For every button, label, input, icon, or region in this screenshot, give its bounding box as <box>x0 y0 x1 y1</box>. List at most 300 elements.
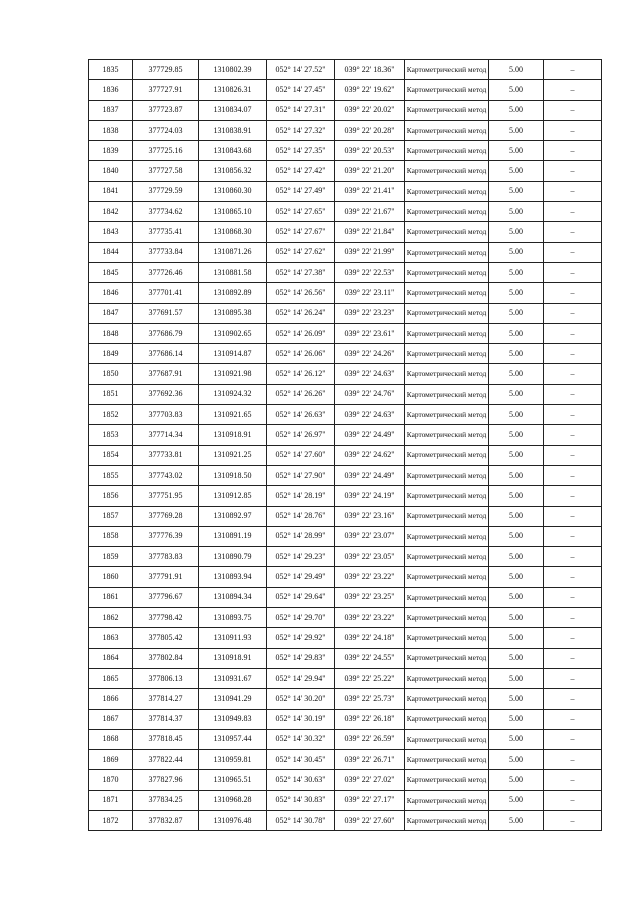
point-number-cell: 1865 <box>89 668 133 688</box>
latitude-cell: 052° 14' 30.20" <box>267 689 335 709</box>
y-coordinate-cell: 1310826.31 <box>199 80 267 100</box>
table-row <box>89 810 602 830</box>
method-cell: Картометрический метод <box>405 222 489 242</box>
longitude-cell: 039° 22' 23.05" <box>335 547 405 567</box>
longitude-cell: 039° 22' 20.53" <box>335 141 405 161</box>
point-number-cell: 1856 <box>89 486 133 506</box>
longitude-cell: 039° 22' 26.18" <box>335 709 405 729</box>
y-coordinate-cell: 1310802.39 <box>199 60 267 80</box>
x-coordinate-cell: 377796.67 <box>133 587 199 607</box>
latitude-cell: 052° 14' 27.49" <box>267 181 335 201</box>
latitude-cell: 052° 14' 27.45" <box>267 80 335 100</box>
point-number-cell: 1848 <box>89 323 133 343</box>
y-coordinate-cell: 1310921.25 <box>199 445 267 465</box>
latitude-cell: 052° 14' 27.60" <box>267 445 335 465</box>
latitude-cell: 052° 14' 27.62" <box>267 242 335 262</box>
point-number-cell: 1836 <box>89 80 133 100</box>
longitude-cell: 039° 22' 27.17" <box>335 790 405 810</box>
latitude-cell: 052° 14' 30.19" <box>267 709 335 729</box>
longitude-cell: 039° 22' 20.28" <box>335 120 405 140</box>
method-cell: Картометрический метод <box>405 445 489 465</box>
accuracy-cell: 5.00 <box>489 547 544 567</box>
table-row <box>89 181 602 201</box>
latitude-cell: 052° 14' 28.19" <box>267 486 335 506</box>
accuracy-cell: 5.00 <box>489 60 544 80</box>
y-coordinate-cell: 1310949.83 <box>199 709 267 729</box>
note-cell: – <box>544 425 602 445</box>
accuracy-cell: 5.00 <box>489 100 544 120</box>
longitude-cell: 039° 22' 21.67" <box>335 202 405 222</box>
point-number-cell: 1871 <box>89 790 133 810</box>
table-row <box>89 790 602 810</box>
y-coordinate-cell: 1310892.89 <box>199 283 267 303</box>
method-cell: Картометрический метод <box>405 709 489 729</box>
longitude-cell: 039° 22' 22.53" <box>335 262 405 282</box>
point-number-cell: 1868 <box>89 729 133 749</box>
latitude-cell: 052° 14' 30.45" <box>267 750 335 770</box>
point-number-cell: 1843 <box>89 222 133 242</box>
note-cell: – <box>544 161 602 181</box>
method-cell: Картометрический метод <box>405 262 489 282</box>
note-cell: – <box>544 547 602 567</box>
latitude-cell: 052° 14' 27.65" <box>267 202 335 222</box>
table-row <box>89 283 602 303</box>
coordinates-table <box>88 59 602 831</box>
accuracy-cell: 5.00 <box>489 344 544 364</box>
x-coordinate-cell: 377776.39 <box>133 526 199 546</box>
note-cell: – <box>544 262 602 282</box>
method-cell: Картометрический метод <box>405 344 489 364</box>
point-number-cell: 1840 <box>89 161 133 181</box>
y-coordinate-cell: 1310834.07 <box>199 100 267 120</box>
y-coordinate-cell: 1310914.87 <box>199 344 267 364</box>
table-row <box>89 425 602 445</box>
latitude-cell: 052° 14' 27.35" <box>267 141 335 161</box>
x-coordinate-cell: 377691.57 <box>133 303 199 323</box>
table-row <box>89 141 602 161</box>
note-cell: – <box>544 283 602 303</box>
longitude-cell: 039° 22' 20.02" <box>335 100 405 120</box>
method-cell: Картометрический метод <box>405 181 489 201</box>
point-number-cell: 1852 <box>89 405 133 425</box>
table-row <box>89 242 602 262</box>
accuracy-cell: 5.00 <box>489 222 544 242</box>
longitude-cell: 039° 22' 24.55" <box>335 648 405 668</box>
y-coordinate-cell: 1310931.67 <box>199 668 267 688</box>
table-row <box>89 80 602 100</box>
x-coordinate-cell: 377806.13 <box>133 668 199 688</box>
method-cell: Картометрический метод <box>405 303 489 323</box>
note-cell: – <box>544 750 602 770</box>
y-coordinate-cell: 1310968.28 <box>199 790 267 810</box>
longitude-cell: 039° 22' 24.76" <box>335 384 405 404</box>
point-number-cell: 1858 <box>89 526 133 546</box>
point-number-cell: 1866 <box>89 689 133 709</box>
table-row <box>89 567 602 587</box>
y-coordinate-cell: 1310957.44 <box>199 729 267 749</box>
accuracy-cell: 5.00 <box>489 242 544 262</box>
longitude-cell: 039° 22' 23.16" <box>335 506 405 526</box>
y-coordinate-cell: 1310921.98 <box>199 364 267 384</box>
note-cell: – <box>544 506 602 526</box>
method-cell: Картометрический метод <box>405 729 489 749</box>
latitude-cell: 052° 14' 29.23" <box>267 547 335 567</box>
x-coordinate-cell: 377726.46 <box>133 262 199 282</box>
longitude-cell: 039° 22' 23.23" <box>335 303 405 323</box>
x-coordinate-cell: 377723.87 <box>133 100 199 120</box>
x-coordinate-cell: 377798.42 <box>133 608 199 628</box>
method-cell: Картометрический метод <box>405 80 489 100</box>
latitude-cell: 052° 14' 26.26" <box>267 384 335 404</box>
longitude-cell: 039° 22' 25.22" <box>335 668 405 688</box>
longitude-cell: 039° 22' 24.63" <box>335 405 405 425</box>
x-coordinate-cell: 377686.14 <box>133 344 199 364</box>
y-coordinate-cell: 1310868.30 <box>199 222 267 242</box>
method-cell: Картометрический метод <box>405 202 489 222</box>
y-coordinate-cell: 1310902.65 <box>199 323 267 343</box>
note-cell: – <box>544 486 602 506</box>
y-coordinate-cell: 1310924.32 <box>199 384 267 404</box>
y-coordinate-cell: 1310912.85 <box>199 486 267 506</box>
method-cell: Картометрический метод <box>405 425 489 445</box>
latitude-cell: 052° 14' 30.32" <box>267 729 335 749</box>
x-coordinate-cell: 377692.36 <box>133 384 199 404</box>
latitude-cell: 052° 14' 30.78" <box>267 810 335 830</box>
table-row <box>89 60 602 80</box>
longitude-cell: 039° 22' 21.99" <box>335 242 405 262</box>
note-cell: – <box>544 405 602 425</box>
note-cell: – <box>544 141 602 161</box>
accuracy-cell: 5.00 <box>489 303 544 323</box>
method-cell: Картометрический метод <box>405 384 489 404</box>
latitude-cell: 052° 14' 26.97" <box>267 425 335 445</box>
y-coordinate-cell: 1310890.79 <box>199 547 267 567</box>
y-coordinate-cell: 1310921.65 <box>199 405 267 425</box>
method-cell: Картометрический метод <box>405 587 489 607</box>
method-cell: Картометрический метод <box>405 770 489 790</box>
latitude-cell: 052° 14' 27.42" <box>267 161 335 181</box>
x-coordinate-cell: 377727.91 <box>133 80 199 100</box>
accuracy-cell: 5.00 <box>489 790 544 810</box>
point-number-cell: 1872 <box>89 810 133 830</box>
longitude-cell: 039° 22' 25.73" <box>335 689 405 709</box>
table-row <box>89 445 602 465</box>
x-coordinate-cell: 377791.91 <box>133 567 199 587</box>
point-number-cell: 1855 <box>89 465 133 485</box>
note-cell: – <box>544 364 602 384</box>
latitude-cell: 052° 14' 27.67" <box>267 222 335 242</box>
y-coordinate-cell: 1310856.32 <box>199 161 267 181</box>
x-coordinate-cell: 377734.62 <box>133 202 199 222</box>
point-number-cell: 1837 <box>89 100 133 120</box>
table-row <box>89 547 602 567</box>
latitude-cell: 052° 14' 26.24" <box>267 303 335 323</box>
method-cell: Картометрический метод <box>405 100 489 120</box>
x-coordinate-cell: 377686.79 <box>133 323 199 343</box>
accuracy-cell: 5.00 <box>489 425 544 445</box>
note-cell: – <box>544 729 602 749</box>
latitude-cell: 052° 14' 26.06" <box>267 344 335 364</box>
point-number-cell: 1842 <box>89 202 133 222</box>
x-coordinate-cell: 377814.27 <box>133 689 199 709</box>
point-number-cell: 1841 <box>89 181 133 201</box>
latitude-cell: 052° 14' 29.94" <box>267 668 335 688</box>
accuracy-cell: 5.00 <box>489 689 544 709</box>
latitude-cell: 052° 14' 30.63" <box>267 770 335 790</box>
latitude-cell: 052° 14' 27.90" <box>267 465 335 485</box>
point-number-cell: 1835 <box>89 60 133 80</box>
accuracy-cell: 5.00 <box>489 80 544 100</box>
method-cell: Картометрический метод <box>405 506 489 526</box>
point-number-cell: 1847 <box>89 303 133 323</box>
accuracy-cell: 5.00 <box>489 161 544 181</box>
longitude-cell: 039° 22' 24.18" <box>335 628 405 648</box>
accuracy-cell: 5.00 <box>489 648 544 668</box>
y-coordinate-cell: 1310976.48 <box>199 810 267 830</box>
note-cell: – <box>544 222 602 242</box>
x-coordinate-cell: 377703.83 <box>133 405 199 425</box>
x-coordinate-cell: 377783.83 <box>133 547 199 567</box>
x-coordinate-cell: 377725.16 <box>133 141 199 161</box>
accuracy-cell: 5.00 <box>489 364 544 384</box>
method-cell: Картометрический метод <box>405 141 489 161</box>
y-coordinate-cell: 1310843.68 <box>199 141 267 161</box>
note-cell: – <box>544 790 602 810</box>
table-row <box>89 120 602 140</box>
x-coordinate-cell: 377805.42 <box>133 628 199 648</box>
note-cell: – <box>544 668 602 688</box>
longitude-cell: 039° 22' 23.07" <box>335 526 405 546</box>
note-cell: – <box>544 384 602 404</box>
point-number-cell: 1849 <box>89 344 133 364</box>
method-cell: Картометрический метод <box>405 567 489 587</box>
accuracy-cell: 5.00 <box>489 587 544 607</box>
method-cell: Картометрический метод <box>405 242 489 262</box>
accuracy-cell: 5.00 <box>489 445 544 465</box>
accuracy-cell: 5.00 <box>489 323 544 343</box>
longitude-cell: 039° 22' 26.71" <box>335 750 405 770</box>
accuracy-cell: 5.00 <box>489 729 544 749</box>
latitude-cell: 052° 14' 28.99" <box>267 526 335 546</box>
method-cell: Картометрический метод <box>405 364 489 384</box>
longitude-cell: 039° 22' 21.20" <box>335 161 405 181</box>
accuracy-cell: 5.00 <box>489 405 544 425</box>
x-coordinate-cell: 377714.34 <box>133 425 199 445</box>
accuracy-cell: 5.00 <box>489 283 544 303</box>
longitude-cell: 039° 22' 24.26" <box>335 344 405 364</box>
point-number-cell: 1853 <box>89 425 133 445</box>
longitude-cell: 039° 22' 24.19" <box>335 486 405 506</box>
method-cell: Картометрический метод <box>405 465 489 485</box>
latitude-cell: 052° 14' 30.83" <box>267 790 335 810</box>
accuracy-cell: 5.00 <box>489 486 544 506</box>
latitude-cell: 052° 14' 28.76" <box>267 506 335 526</box>
point-number-cell: 1851 <box>89 384 133 404</box>
table-row <box>89 323 602 343</box>
method-cell: Картометрический метод <box>405 283 489 303</box>
point-number-cell: 1857 <box>89 506 133 526</box>
point-number-cell: 1845 <box>89 262 133 282</box>
point-number-cell: 1862 <box>89 608 133 628</box>
latitude-cell: 052° 14' 29.49" <box>267 567 335 587</box>
accuracy-cell: 5.00 <box>489 608 544 628</box>
y-coordinate-cell: 1310894.34 <box>199 587 267 607</box>
note-cell: – <box>544 628 602 648</box>
longitude-cell: 039° 22' 24.49" <box>335 425 405 445</box>
x-coordinate-cell: 377814.37 <box>133 709 199 729</box>
x-coordinate-cell: 377735.41 <box>133 222 199 242</box>
accuracy-cell: 5.00 <box>489 628 544 648</box>
table-row <box>89 668 602 688</box>
longitude-cell: 039° 22' 27.02" <box>335 770 405 790</box>
method-cell: Картометрический метод <box>405 486 489 506</box>
note-cell: – <box>544 303 602 323</box>
y-coordinate-cell: 1310959.81 <box>199 750 267 770</box>
point-number-cell: 1869 <box>89 750 133 770</box>
table-row <box>89 202 602 222</box>
latitude-cell: 052° 14' 26.63" <box>267 405 335 425</box>
x-coordinate-cell: 377724.03 <box>133 120 199 140</box>
note-cell: – <box>544 100 602 120</box>
table-row <box>89 506 602 526</box>
method-cell: Картометрический метод <box>405 526 489 546</box>
note-cell: – <box>544 181 602 201</box>
accuracy-cell: 5.00 <box>489 262 544 282</box>
latitude-cell: 052° 14' 29.83" <box>267 648 335 668</box>
note-cell: – <box>544 60 602 80</box>
method-cell: Картометрический метод <box>405 120 489 140</box>
point-number-cell: 1870 <box>89 770 133 790</box>
table-body <box>89 60 602 831</box>
method-cell: Картометрический метод <box>405 547 489 567</box>
longitude-cell: 039° 22' 18.36" <box>335 60 405 80</box>
latitude-cell: 052° 14' 27.52" <box>267 60 335 80</box>
y-coordinate-cell: 1310838.91 <box>199 120 267 140</box>
y-coordinate-cell: 1310893.75 <box>199 608 267 628</box>
point-number-cell: 1844 <box>89 242 133 262</box>
method-cell: Картометрический метод <box>405 405 489 425</box>
accuracy-cell: 5.00 <box>489 465 544 485</box>
y-coordinate-cell: 1310893.94 <box>199 567 267 587</box>
point-number-cell: 1839 <box>89 141 133 161</box>
longitude-cell: 039° 22' 24.63" <box>335 364 405 384</box>
method-cell: Картометрический метод <box>405 628 489 648</box>
note-cell: – <box>544 465 602 485</box>
table-row <box>89 465 602 485</box>
longitude-cell: 039° 22' 23.11" <box>335 283 405 303</box>
table-row <box>89 709 602 729</box>
point-number-cell: 1846 <box>89 283 133 303</box>
longitude-cell: 039° 22' 21.84" <box>335 222 405 242</box>
x-coordinate-cell: 377729.59 <box>133 181 199 201</box>
latitude-cell: 052° 14' 29.70" <box>267 608 335 628</box>
latitude-cell: 052° 14' 27.32" <box>267 120 335 140</box>
note-cell: – <box>544 445 602 465</box>
method-cell: Картометрический метод <box>405 810 489 830</box>
method-cell: Картометрический метод <box>405 689 489 709</box>
note-cell: – <box>544 323 602 343</box>
table-row <box>89 608 602 628</box>
y-coordinate-cell: 1310965.51 <box>199 770 267 790</box>
table-row <box>89 161 602 181</box>
note-cell: – <box>544 648 602 668</box>
longitude-cell: 039° 22' 23.22" <box>335 567 405 587</box>
table-row <box>89 384 602 404</box>
note-cell: – <box>544 344 602 364</box>
longitude-cell: 039° 22' 23.22" <box>335 608 405 628</box>
point-number-cell: 1860 <box>89 567 133 587</box>
table-row <box>89 486 602 506</box>
note-cell: – <box>544 587 602 607</box>
table-row <box>89 405 602 425</box>
point-number-cell: 1864 <box>89 648 133 668</box>
table-row <box>89 689 602 709</box>
y-coordinate-cell: 1310918.50 <box>199 465 267 485</box>
x-coordinate-cell: 377818.45 <box>133 729 199 749</box>
accuracy-cell: 5.00 <box>489 202 544 222</box>
x-coordinate-cell: 377727.58 <box>133 161 199 181</box>
longitude-cell: 039° 22' 23.25" <box>335 587 405 607</box>
method-cell: Картометрический метод <box>405 60 489 80</box>
table-row <box>89 526 602 546</box>
x-coordinate-cell: 377733.84 <box>133 242 199 262</box>
note-cell: – <box>544 709 602 729</box>
longitude-cell: 039° 22' 24.49" <box>335 465 405 485</box>
accuracy-cell: 5.00 <box>489 120 544 140</box>
accuracy-cell: 5.00 <box>489 141 544 161</box>
note-cell: – <box>544 689 602 709</box>
note-cell: – <box>544 80 602 100</box>
y-coordinate-cell: 1310918.91 <box>199 425 267 445</box>
note-cell: – <box>544 810 602 830</box>
y-coordinate-cell: 1310892.97 <box>199 506 267 526</box>
table-row <box>89 587 602 607</box>
longitude-cell: 039° 22' 24.62" <box>335 445 405 465</box>
accuracy-cell: 5.00 <box>489 181 544 201</box>
y-coordinate-cell: 1310911.93 <box>199 628 267 648</box>
accuracy-cell: 5.00 <box>489 506 544 526</box>
table-row <box>89 100 602 120</box>
y-coordinate-cell: 1310918.91 <box>199 648 267 668</box>
point-number-cell: 1838 <box>89 120 133 140</box>
x-coordinate-cell: 377701.41 <box>133 283 199 303</box>
note-cell: – <box>544 242 602 262</box>
table-row <box>89 303 602 323</box>
note-cell: – <box>544 567 602 587</box>
accuracy-cell: 5.00 <box>489 709 544 729</box>
y-coordinate-cell: 1310941.29 <box>199 689 267 709</box>
accuracy-cell: 5.00 <box>489 770 544 790</box>
table-row <box>89 648 602 668</box>
table-row <box>89 729 602 749</box>
latitude-cell: 052° 14' 27.31" <box>267 100 335 120</box>
method-cell: Картометрический метод <box>405 161 489 181</box>
y-coordinate-cell: 1310891.19 <box>199 526 267 546</box>
longitude-cell: 039° 22' 21.41" <box>335 181 405 201</box>
note-cell: – <box>544 120 602 140</box>
longitude-cell: 039° 22' 19.62" <box>335 80 405 100</box>
table-row <box>89 770 602 790</box>
table-row <box>89 628 602 648</box>
accuracy-cell: 5.00 <box>489 384 544 404</box>
table-row <box>89 750 602 770</box>
table-row <box>89 262 602 282</box>
longitude-cell: 039° 22' 23.61" <box>335 323 405 343</box>
accuracy-cell: 5.00 <box>489 668 544 688</box>
method-cell: Картометрический метод <box>405 790 489 810</box>
accuracy-cell: 5.00 <box>489 750 544 770</box>
latitude-cell: 052° 14' 26.56" <box>267 283 335 303</box>
